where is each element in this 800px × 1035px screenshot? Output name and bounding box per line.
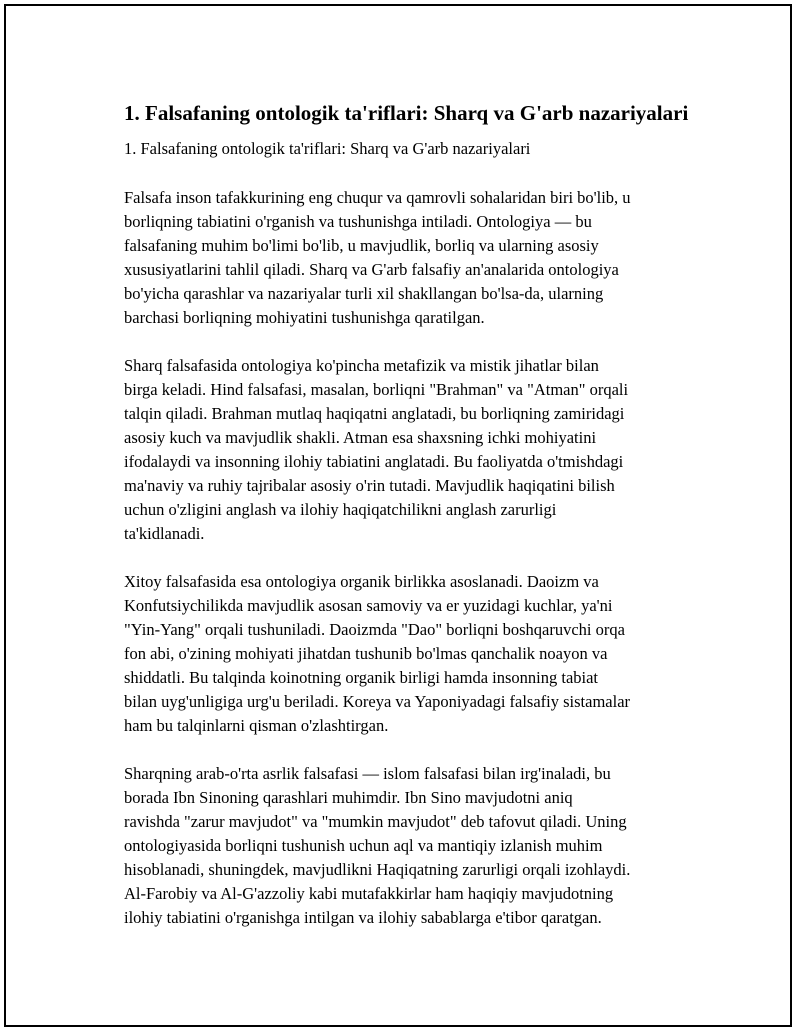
paragraph-line: bo'yicha qarashlar va nazariyalar turli xil shakllangan bo'lsa-da, ularning xyxy=(124,284,604,303)
paragraph-line: hisoblanadi, shuningdek, mavjudlikni Haqiqatning zarurligi orqali izohlaydi. xyxy=(124,860,631,879)
paragraph-chinese-philosophy xyxy=(124,570,694,738)
paragraph-line: fon abi, o'zining mohiyati jihatdan tushunib bo'lmas qanchalik noayon va xyxy=(124,644,608,663)
paragraph-line: borliqning tabiatini o'rganish va tushunishga intiladi. Ontologiya — bu xyxy=(124,212,592,231)
paragraph-line: ma'naviy va ruhiy tajribalar asosiy o'rin tutadi. Mavjudlik haqiqatini bilish xyxy=(124,476,615,495)
paragraph-islamic-philosophy xyxy=(124,762,694,930)
paragraph-line: shiddatli. Bu talqinda koinotning organik birligi hamda insonning tabiat xyxy=(124,668,599,687)
paragraph-line: Sharqning arab-o'rta asrlik falsafasi — islom falsafasi bilan irg'inaladi, bu xyxy=(124,764,611,783)
paragraph-line: birga keladi. Hind falsafasi, masalan, borliqni "Brahman" va "Atman" orqali xyxy=(124,380,629,399)
paragraph-line: asosiy kuch va mavjudlik shakli. Atman esa shaxsning ichki mohiyatini xyxy=(124,428,597,447)
page-title: 1. Falsafaning ontologik ta'riflari: Sharq va G'arb nazariyalari xyxy=(124,101,689,125)
paragraph-line: "Yin-Yang" orqali tushuniladi. Daoizmda "Dao" borliqni boshqaruvchi orqa xyxy=(124,620,625,639)
paragraph-line: falsafaning muhim bo'limi bo'lib, u mavjudlik, borliq va ularning asosiy xyxy=(124,236,599,255)
paragraph-line: Konfutsiychilikda mavjudlik asosan samoviy va er yuzidagi kuchlar, ya'ni xyxy=(124,596,613,615)
paragraph-line: bilan uyg'unligiga urg'u beriladi. Koreya va Yaponiyadagi falsafiy sistamalar xyxy=(124,692,631,711)
paragraph-line: ilohiy tabiatini o'rganishga intilgan va ilohiy sabablarga e'tibor qaratgan. xyxy=(124,908,602,927)
paragraph-line: borada Ibn Sinoning qarashlari muhimdir. Ibn Sino mavjudotni aniq xyxy=(124,788,573,807)
paragraph-line: ravishda "zarur mavjudot" va "mumkin mavjudot" deb tafovut qiladi. Uning xyxy=(124,812,627,831)
paragraph-line: ta'kidlanadi. xyxy=(124,524,205,543)
paragraph-line: Al-Farobiy va Al-G'azzoliy kabi mutafakkirlar ham haqiqiy mavjudotning xyxy=(124,884,614,903)
paragraph-line: ham bu talqinlarni qisman o'zlashtirgan. xyxy=(124,716,389,735)
document-body xyxy=(124,98,694,930)
section-heading: 1. Falsafaning ontologik ta'riflari: Sharq va G'arb nazariyalari xyxy=(124,139,531,158)
paragraph-line: Xitoy falsafasida esa ontologiya organik birlikka asoslanadi. Daoizm va xyxy=(124,572,599,591)
paragraph-line: barchasi borliqning mohiyatini tushunishga qaratilgan. xyxy=(124,308,485,327)
paragraph-line: Sharq falsafasida ontologiya ko'pincha metafizik va mistik jihatlar bilan xyxy=(124,356,599,375)
paragraph-line: ontologiyasida borliqni tushunish uchun aql va mantiqiy izlanish muhim xyxy=(124,836,603,855)
paragraph-intro xyxy=(124,186,694,330)
paragraph-indian-philosophy xyxy=(124,354,694,546)
paragraph-line: uchun o'zligini anglash va ilohiy haqiqatchilikni anglash zarurligi xyxy=(124,500,557,519)
paragraph-line: xususiyatlarini tahlil qiladi. Sharq va G'arb falsafiy an'analarida ontologiya xyxy=(124,260,619,279)
paragraph-line: Falsafa inson tafakkurining eng chuqur va qamrovli sohalaridan biri bo'lib, u xyxy=(124,188,631,207)
paragraph-line: talqin qiladi. Brahman mutlaq haqiqatni anglatadi, bu borliqning zamiridagi xyxy=(124,404,625,423)
paragraph-line: ifodalaydi va insonning ilohiy tabiatini anglatadi. Bu faoliyatda o'tmishdagi xyxy=(124,452,624,471)
page-frame xyxy=(4,4,792,1027)
